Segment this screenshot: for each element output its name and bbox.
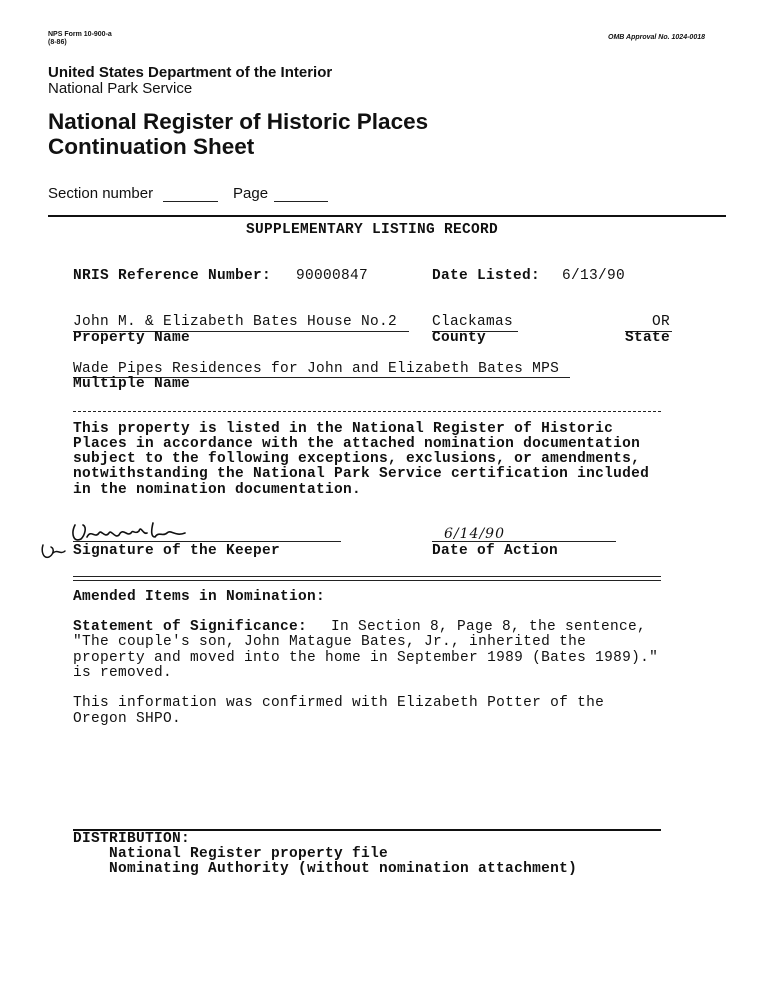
form-date: (8-86) [48,39,67,46]
state-value: OR [652,314,671,330]
date-listed-label: Date Listed: [432,268,541,284]
date-listed-value: 6/13/90 [562,268,626,284]
multiple-name-value: Wade Pipes Residences for John and Elizabeth Bates MPS [73,361,560,377]
form-number: NPS Form 10-900-a [48,31,112,38]
distribution-item: National Register property file [109,846,389,862]
omb-approval: OMB Approval No. 1024-0018 [608,34,705,41]
statement-line: in the nomination documentation. [73,482,362,498]
property-name-label: Property Name [73,330,191,346]
statement-line: subject to the following exceptions, exclusions, or amendments, [73,451,641,467]
distribution-label: DISTRIBUTION: [73,831,191,847]
significance-line: In Section 8, Page 8, the sentence, [331,619,647,635]
county-value: Clackamas [432,314,514,330]
page-label: Page [233,185,269,202]
significance-line: is removed. [73,665,173,681]
nris-value: 90000847 [296,268,369,284]
service-name: National Park Service [48,80,193,97]
multiple-name-label: Multiple Name [73,376,191,392]
section-number-blank [163,201,218,202]
header-rule [48,215,726,217]
form-title: National Register of Historic Places [48,109,429,134]
amendments-double-rule [73,576,661,581]
confirmation-line: This information was confirmed with Elizabeth Potter of the [73,695,605,711]
statement-line: Places in accordance with the attached nomination documentation [73,436,641,452]
county-label: County [432,330,487,346]
statement-dashed-rule [73,411,661,412]
significance-line: "The couple's son, John Matague Bates, Jr., inherited the [73,634,587,650]
signature-label: Signature of the Keeper [73,543,281,559]
section-number-label: Section number [48,185,154,202]
date-of-action-line [432,541,616,542]
record-heading: SUPPLEMENTARY LISTING RECORD [246,222,499,238]
distribution-item: Nominating Authority (without nomination attachment) [109,861,578,877]
state-label: State [625,330,671,346]
page-blank [274,201,328,202]
signature-line [73,541,341,542]
form-subtitle: Continuation Sheet [48,134,255,159]
confirmation-line: Oregon SHPO. [73,711,182,727]
significance-line: property and moved into the home in September 1989 (Bates 1989)." [73,650,659,666]
date-of-action-label: Date of Action [432,543,559,559]
statement-line: This property is listed in the National Register of Historic [73,421,614,437]
significance-label: Statement of Significance: [73,619,308,635]
statement-line: notwithstanding the National Park Service certification included [73,466,650,482]
handwritten-action-date: 6/14/90 [444,526,505,542]
nris-label: NRIS Reference Number: [73,268,272,284]
amended-items-heading: Amended Items in Nomination: [73,589,326,605]
department-name: United States Department of the Interior [48,64,333,81]
property-name-value: John M. & Elizabeth Bates House No.2 [73,314,398,330]
